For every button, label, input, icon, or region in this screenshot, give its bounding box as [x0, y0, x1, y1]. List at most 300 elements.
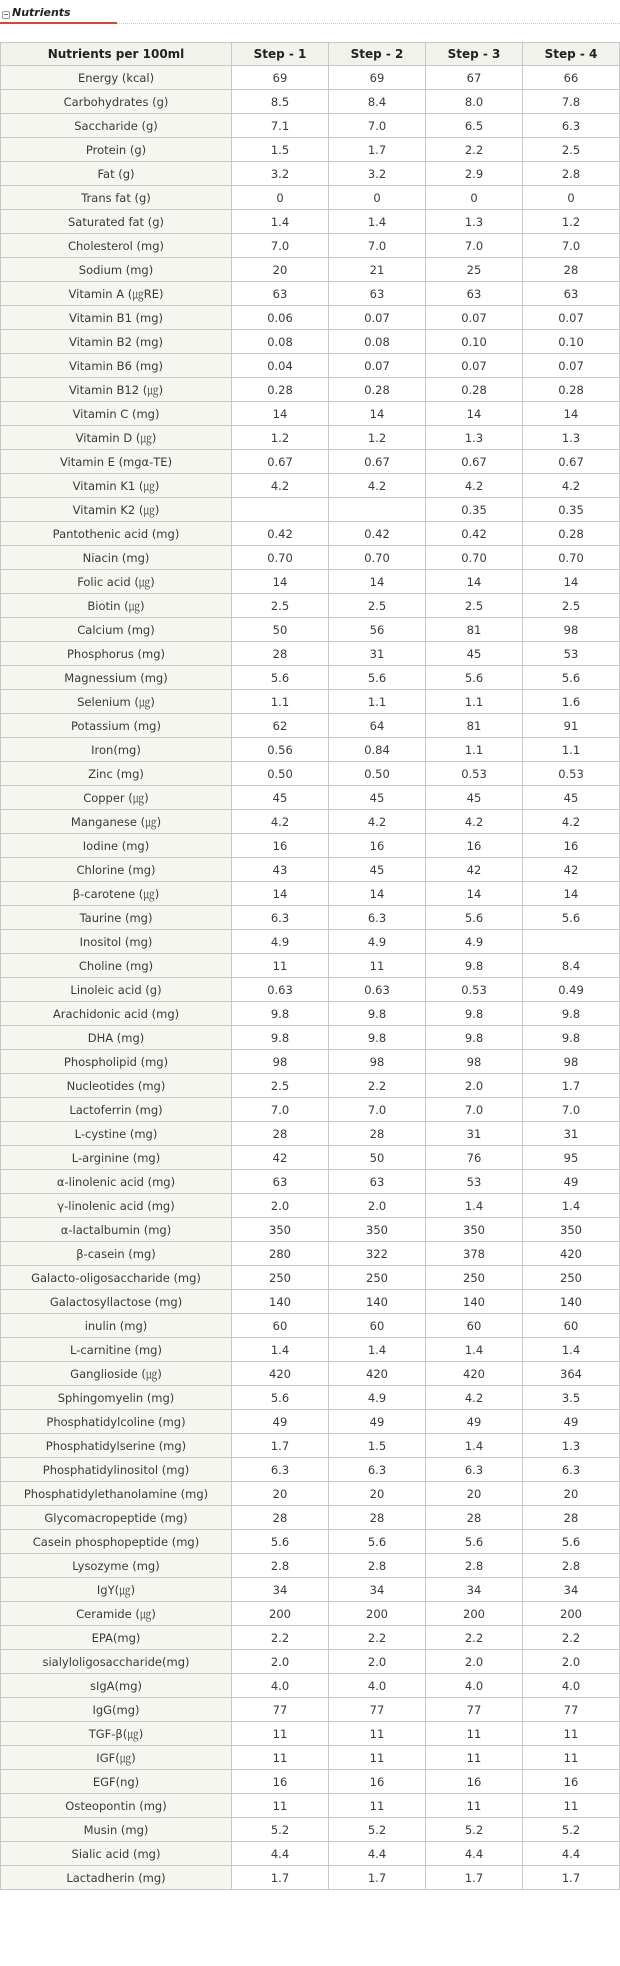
nutrient-name: Lactoferrin (mg)	[1, 1098, 232, 1122]
step-1-value: 11	[232, 1794, 329, 1818]
step-4-value: 0.07	[523, 306, 620, 330]
step-1-value: 28	[232, 642, 329, 666]
step-2-value: 28	[329, 1122, 426, 1146]
step-3-value: 76	[426, 1146, 523, 1170]
step-1-value: 1.5	[232, 138, 329, 162]
nutrient-name: Osteopontin (mg)	[1, 1794, 232, 1818]
step-4-value: 0.49	[523, 978, 620, 1002]
nutrient-name: Vitamin B1 (mg)	[1, 306, 232, 330]
step-1-value: 0.42	[232, 522, 329, 546]
table-row	[1, 1842, 620, 1866]
table-row	[1, 1818, 620, 1842]
step-1-value: 2.5	[232, 594, 329, 618]
nutrient-name: Chlorine (mg)	[1, 858, 232, 882]
step-3-value: 350	[426, 1218, 523, 1242]
table-row	[1, 978, 620, 1002]
step-1-value: 28	[232, 1506, 329, 1530]
step-3-value: 250	[426, 1266, 523, 1290]
step-3-value: 6.3	[426, 1458, 523, 1482]
table-row	[1, 282, 620, 306]
table-row	[1, 570, 620, 594]
step-2-value: 4.0	[329, 1674, 426, 1698]
step-1-value: 350	[232, 1218, 329, 1242]
step-3-value: 14	[426, 882, 523, 906]
table-row	[1, 1242, 620, 1266]
nutrient-name: β-carotene (㎍)	[1, 882, 232, 906]
step-2-value: 0.08	[329, 330, 426, 354]
step-3-value: 4.2	[426, 474, 523, 498]
step-3-value: 0.67	[426, 450, 523, 474]
step-4-value: 0.53	[523, 762, 620, 786]
step-4-value: 1.7	[523, 1074, 620, 1098]
step-2-value: 7.0	[329, 234, 426, 258]
table-row	[1, 162, 620, 186]
table-row	[1, 714, 620, 738]
step-4-value: 4.0	[523, 1674, 620, 1698]
table-row	[1, 1362, 620, 1386]
step-3-value: 77	[426, 1698, 523, 1722]
step-4-value: 5.6	[523, 666, 620, 690]
step-3-value: 4.9	[426, 930, 523, 954]
step-3-value: 9.8	[426, 1002, 523, 1026]
step-1-value: 2.0	[232, 1194, 329, 1218]
nutrient-name: IgY(㎍)	[1, 1578, 232, 1602]
step-2-value: 5.6	[329, 666, 426, 690]
step-2-value: 11	[329, 1746, 426, 1770]
nutrient-name: Phosphatidylethanolamine (mg)	[1, 1482, 232, 1506]
step-3-value: 81	[426, 714, 523, 738]
step-1-value: 7.0	[232, 234, 329, 258]
step-4-value: 49	[523, 1170, 620, 1194]
table-row	[1, 1050, 620, 1074]
step-1-value: 1.7	[232, 1866, 329, 1890]
table-row	[1, 1458, 620, 1482]
nutrient-name: EPA(mg)	[1, 1626, 232, 1650]
step-1-value: 4.9	[232, 930, 329, 954]
step-2-value: 4.2	[329, 474, 426, 498]
step-3-value: 14	[426, 570, 523, 594]
step-2-value: 77	[329, 1698, 426, 1722]
step-1-value: 11	[232, 1722, 329, 1746]
step-3-value: 53	[426, 1170, 523, 1194]
step-3-value: 4.2	[426, 1386, 523, 1410]
table-row	[1, 810, 620, 834]
nutrient-name: Zinc (mg)	[1, 762, 232, 786]
table-row	[1, 738, 620, 762]
table-row	[1, 114, 620, 138]
step-4-value: 42	[523, 858, 620, 882]
step-4-value: 2.0	[523, 1650, 620, 1674]
step-3-value: 0.53	[426, 978, 523, 1002]
step-1-value: 1.1	[232, 690, 329, 714]
table-row	[1, 834, 620, 858]
step-3-value: 0	[426, 186, 523, 210]
step-1-value: 250	[232, 1266, 329, 1290]
step-4-value: 4.2	[523, 810, 620, 834]
step-2-value: 16	[329, 1770, 426, 1794]
step-1-value: 5.6	[232, 1530, 329, 1554]
step-3-value: 420	[426, 1362, 523, 1386]
step-2-value: 4.9	[329, 1386, 426, 1410]
step-3-value: 0.35	[426, 498, 523, 522]
nutrient-name: Energy (kcal)	[1, 66, 232, 90]
title-underline	[0, 22, 117, 24]
nutrient-name: Iron(mg)	[1, 738, 232, 762]
table-row	[1, 1626, 620, 1650]
step-1-value: 0.08	[232, 330, 329, 354]
nutrient-name: L-arginine (mg)	[1, 1146, 232, 1170]
step-3-value: 4.2	[426, 810, 523, 834]
step-3-value: 200	[426, 1602, 523, 1626]
table-row	[1, 1602, 620, 1626]
step-3-value: 9.8	[426, 954, 523, 978]
nutrient-name: Pantothenic acid (mg)	[1, 522, 232, 546]
step-4-value: 350	[523, 1218, 620, 1242]
step-2-value: 63	[329, 1170, 426, 1194]
step-4-value	[523, 930, 620, 954]
step-2-value: 322	[329, 1242, 426, 1266]
nutrient-name: L-carnitine (mg)	[1, 1338, 232, 1362]
table-row	[1, 594, 620, 618]
table-row	[1, 378, 620, 402]
step-3-value: 5.2	[426, 1818, 523, 1842]
table-row	[1, 330, 620, 354]
table-row	[1, 1722, 620, 1746]
table-row	[1, 1554, 620, 1578]
step-4-value: 4.4	[523, 1842, 620, 1866]
step-1-value: 34	[232, 1578, 329, 1602]
step-1-value: 5.6	[232, 1386, 329, 1410]
table-row	[1, 498, 620, 522]
step-1-value: 2.2	[232, 1626, 329, 1650]
table-row	[1, 1074, 620, 1098]
step-4-value: 0.35	[523, 498, 620, 522]
step-2-value: 7.0	[329, 114, 426, 138]
nutrient-name: Potassium (mg)	[1, 714, 232, 738]
step-1-value: 1.7	[232, 1434, 329, 1458]
table-row	[1, 642, 620, 666]
step-4-value: 20	[523, 1482, 620, 1506]
table-row	[1, 954, 620, 978]
step-1-value: 9.8	[232, 1026, 329, 1050]
table-row	[1, 1674, 620, 1698]
step-1-value: 14	[232, 402, 329, 426]
nutrient-name: Galacto-oligosaccharide (mg)	[1, 1266, 232, 1290]
step-3-value: 11	[426, 1722, 523, 1746]
step-2-value: 2.0	[329, 1194, 426, 1218]
step-3-value: 5.6	[426, 666, 523, 690]
step-2-value: 4.4	[329, 1842, 426, 1866]
step-4-value: 1.4	[523, 1194, 620, 1218]
section-title: Nutrients	[12, 6, 71, 19]
step-3-value: 1.3	[426, 426, 523, 450]
step-1-value: 5.2	[232, 1818, 329, 1842]
nutrient-name: Phosphatidylinositol (mg)	[1, 1458, 232, 1482]
step-2-value: 11	[329, 1722, 426, 1746]
step-1-value: 1.4	[232, 1338, 329, 1362]
step-2-value: 14	[329, 882, 426, 906]
step-4-value: 2.8	[523, 162, 620, 186]
step-2-value: 14	[329, 402, 426, 426]
step-2-value: 50	[329, 1146, 426, 1170]
nutrient-name: Vitamin B6 (mg)	[1, 354, 232, 378]
step-1-value: 63	[232, 282, 329, 306]
step-1-value: 0.56	[232, 738, 329, 762]
step-3-value: 8.0	[426, 90, 523, 114]
table-row	[1, 858, 620, 882]
step-2-value: 6.3	[329, 906, 426, 930]
nutrient-name: α-linolenic acid (mg)	[1, 1170, 232, 1194]
table-row	[1, 402, 620, 426]
step-3-value: 0.28	[426, 378, 523, 402]
step-1-value: 0.28	[232, 378, 329, 402]
header-step-3: Step - 3	[426, 43, 523, 66]
table-row	[1, 1338, 620, 1362]
step-1-value: 1.2	[232, 426, 329, 450]
step-3-value: 45	[426, 642, 523, 666]
step-4-value: 0.28	[523, 522, 620, 546]
step-2-value: 1.7	[329, 138, 426, 162]
step-2-value: 34	[329, 1578, 426, 1602]
step-1-value: 6.3	[232, 1458, 329, 1482]
step-1-value: 0.70	[232, 546, 329, 570]
step-1-value: 140	[232, 1290, 329, 1314]
step-3-value: 1.7	[426, 1866, 523, 1890]
nutrient-name: Inositol (mg)	[1, 930, 232, 954]
step-2-value: 0.70	[329, 546, 426, 570]
step-2-value: 8.4	[329, 90, 426, 114]
step-1-value: 280	[232, 1242, 329, 1266]
step-1-value: 8.5	[232, 90, 329, 114]
step-2-value: 9.8	[329, 1026, 426, 1050]
step-2-value: 20	[329, 1482, 426, 1506]
nutrient-name: Vitamin B2 (mg)	[1, 330, 232, 354]
step-4-value: 7.0	[523, 1098, 620, 1122]
table-row	[1, 426, 620, 450]
step-1-value: 50	[232, 618, 329, 642]
table-row	[1, 882, 620, 906]
step-4-value: 6.3	[523, 1458, 620, 1482]
nutrients-table	[0, 42, 620, 1890]
table-row	[1, 1506, 620, 1530]
step-2-value: 4.9	[329, 930, 426, 954]
step-2-value: 31	[329, 642, 426, 666]
step-1-value: 28	[232, 1122, 329, 1146]
step-4-value: 0.07	[523, 354, 620, 378]
nutrient-name: Vitamin K1 (㎍)	[1, 474, 232, 498]
table-row	[1, 354, 620, 378]
step-2-value: 140	[329, 1290, 426, 1314]
step-1-value: 98	[232, 1050, 329, 1074]
step-2-value: 21	[329, 258, 426, 282]
step-1-value: 16	[232, 1770, 329, 1794]
step-3-value: 7.0	[426, 1098, 523, 1122]
step-3-value: 5.6	[426, 906, 523, 930]
step-1-value: 60	[232, 1314, 329, 1338]
step-2-value: 0	[329, 186, 426, 210]
step-3-value: 7.0	[426, 234, 523, 258]
step-3-value: 5.6	[426, 1530, 523, 1554]
step-3-value: 2.8	[426, 1554, 523, 1578]
nutrient-name: Trans fat (g)	[1, 186, 232, 210]
step-3-value: 34	[426, 1578, 523, 1602]
step-2-value: 56	[329, 618, 426, 642]
collapse-icon[interactable]	[2, 11, 10, 19]
table-row	[1, 66, 620, 90]
step-2-value: 5.6	[329, 1530, 426, 1554]
table-row	[1, 1650, 620, 1674]
step-4-value: 7.8	[523, 90, 620, 114]
table-row	[1, 1770, 620, 1794]
step-3-value: 14	[426, 402, 523, 426]
step-3-value: 42	[426, 858, 523, 882]
step-1-value: 0.50	[232, 762, 329, 786]
step-3-value: 81	[426, 618, 523, 642]
nutrient-name: Manganese (㎍)	[1, 810, 232, 834]
table-row	[1, 1578, 620, 1602]
step-1-value: 9.8	[232, 1002, 329, 1026]
step-1-value: 49	[232, 1410, 329, 1434]
section-header	[0, 0, 620, 28]
table-row	[1, 450, 620, 474]
step-2-value: 0.84	[329, 738, 426, 762]
step-3-value: 16	[426, 834, 523, 858]
step-1-value: 0.06	[232, 306, 329, 330]
step-4-value: 420	[523, 1242, 620, 1266]
step-3-value: 4.0	[426, 1674, 523, 1698]
step-4-value: 2.8	[523, 1554, 620, 1578]
step-2-value: 0.67	[329, 450, 426, 474]
step-3-value: 0.70	[426, 546, 523, 570]
step-4-value: 4.2	[523, 474, 620, 498]
table-row	[1, 786, 620, 810]
table-row	[1, 210, 620, 234]
step-4-value: 98	[523, 1050, 620, 1074]
step-2-value: 49	[329, 1410, 426, 1434]
table-row	[1, 1530, 620, 1554]
nutrient-name: Lysozyme (mg)	[1, 1554, 232, 1578]
step-3-value: 0.07	[426, 354, 523, 378]
step-1-value: 77	[232, 1698, 329, 1722]
step-2-value: 28	[329, 1506, 426, 1530]
header-step-1: Step - 1	[232, 43, 329, 66]
nutrient-name: Folic acid (㎍)	[1, 570, 232, 594]
step-1-value: 69	[232, 66, 329, 90]
table-row	[1, 1122, 620, 1146]
step-2-value: 250	[329, 1266, 426, 1290]
table-row	[1, 690, 620, 714]
step-1-value: 14	[232, 570, 329, 594]
step-2-value: 7.0	[329, 1098, 426, 1122]
step-2-value: 14	[329, 570, 426, 594]
step-2-value: 1.4	[329, 1338, 426, 1362]
table-row	[1, 1482, 620, 1506]
table-row	[1, 1314, 620, 1338]
nutrient-name: Choline (mg)	[1, 954, 232, 978]
step-2-value	[329, 498, 426, 522]
step-2-value: 1.2	[329, 426, 426, 450]
table-row	[1, 1746, 620, 1770]
step-4-value: 28	[523, 1506, 620, 1530]
step-3-value: 0.42	[426, 522, 523, 546]
nutrient-name: Fat (g)	[1, 162, 232, 186]
step-1-value: 0.67	[232, 450, 329, 474]
step-4-value: 1.3	[523, 426, 620, 450]
step-3-value: 1.1	[426, 738, 523, 762]
step-1-value: 4.0	[232, 1674, 329, 1698]
step-1-value: 2.0	[232, 1650, 329, 1674]
nutrient-name: Vitamin K2 (㎍)	[1, 498, 232, 522]
step-4-value: 9.8	[523, 1026, 620, 1050]
nutrient-name: IGF(㎍)	[1, 1746, 232, 1770]
nutrient-name: Sialic acid (mg)	[1, 1842, 232, 1866]
step-2-value: 5.2	[329, 1818, 426, 1842]
step-1-value: 7.1	[232, 114, 329, 138]
step-4-value: 5.6	[523, 1530, 620, 1554]
step-4-value: 31	[523, 1122, 620, 1146]
step-1-value: 2.8	[232, 1554, 329, 1578]
table-row	[1, 1698, 620, 1722]
step-3-value: 2.2	[426, 1626, 523, 1650]
step-3-value: 45	[426, 786, 523, 810]
step-4-value: 1.7	[523, 1866, 620, 1890]
step-1-value: 0	[232, 186, 329, 210]
step-3-value: 31	[426, 1122, 523, 1146]
step-3-value: 1.4	[426, 1434, 523, 1458]
step-2-value: 0.07	[329, 306, 426, 330]
step-3-value: 0.07	[426, 306, 523, 330]
table-row	[1, 234, 620, 258]
nutrient-name: Saturated fat (g)	[1, 210, 232, 234]
step-4-value: 63	[523, 282, 620, 306]
step-3-value: 11	[426, 1794, 523, 1818]
header-step-4: Step - 4	[523, 43, 620, 66]
nutrient-name: Phosphatidylcoline (mg)	[1, 1410, 232, 1434]
step-4-value: 60	[523, 1314, 620, 1338]
step-4-value: 14	[523, 882, 620, 906]
step-3-value: 67	[426, 66, 523, 90]
step-4-value: 2.5	[523, 138, 620, 162]
table-row	[1, 1002, 620, 1026]
nutrient-name: Niacin (mg)	[1, 546, 232, 570]
step-3-value: 1.4	[426, 1338, 523, 1362]
step-1-value: 5.6	[232, 666, 329, 690]
table-row	[1, 1194, 620, 1218]
step-4-value: 49	[523, 1410, 620, 1434]
nutrient-name: Galactosyllactose (mg)	[1, 1290, 232, 1314]
nutrient-name: Lactadherin (mg)	[1, 1866, 232, 1890]
step-4-value: 11	[523, 1722, 620, 1746]
nutrient-name: Vitamin C (mg)	[1, 402, 232, 426]
step-3-value: 98	[426, 1050, 523, 1074]
step-2-value: 11	[329, 1794, 426, 1818]
step-3-value: 2.0	[426, 1074, 523, 1098]
nutrient-name: Magnessium (mg)	[1, 666, 232, 690]
step-3-value: 2.0	[426, 1650, 523, 1674]
nutrient-name: IgG(mg)	[1, 1698, 232, 1722]
step-3-value: 60	[426, 1314, 523, 1338]
nutrient-name: Protein (g)	[1, 138, 232, 162]
nutrient-name: Ceramide (㎍)	[1, 1602, 232, 1626]
step-3-value: 1.1	[426, 690, 523, 714]
step-4-value: 66	[523, 66, 620, 90]
step-2-value: 200	[329, 1602, 426, 1626]
step-4-value: 98	[523, 618, 620, 642]
table-row	[1, 1026, 620, 1050]
nutrient-name: Nucleotides (mg)	[1, 1074, 232, 1098]
step-2-value: 11	[329, 954, 426, 978]
step-3-value: 378	[426, 1242, 523, 1266]
